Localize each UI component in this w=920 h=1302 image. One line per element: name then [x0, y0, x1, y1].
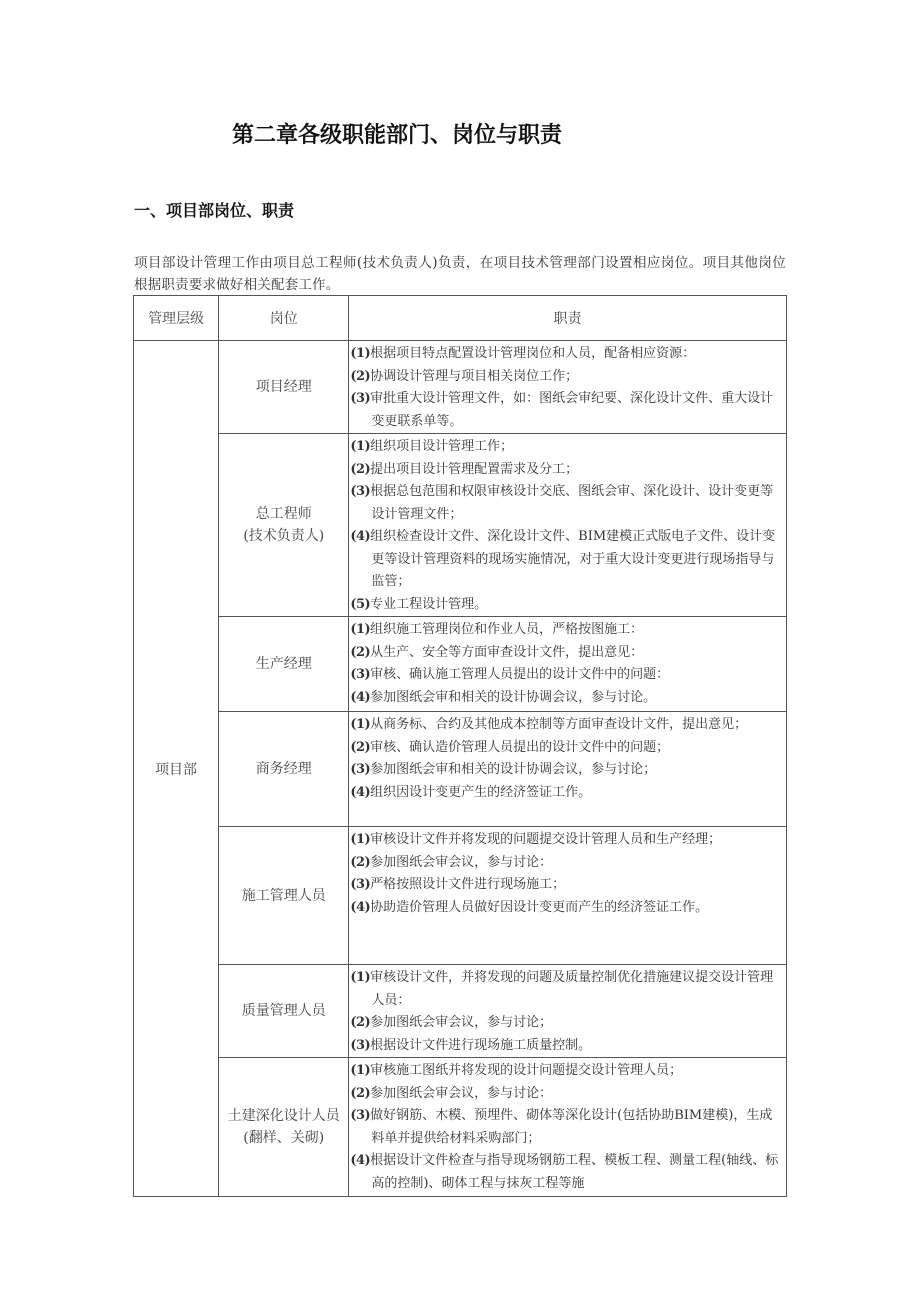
duty-item: (3)审批重大设计管理文件，如：图纸会审纪要、深化设计文件、重大设计变更联系单等。	[350, 391, 774, 429]
duty-item: (4)组织检查设计文件、深化设计文件、BIM建模正式版电子文件、设计变更等设计管理资料的现场实施情况，对于重大设计变更进行现场指导与监管；	[350, 529, 776, 589]
post-cell	[219, 712, 349, 827]
post-name: (技术负责人)	[243, 528, 325, 544]
duty-item: (1)审核施工图纸并将发现的设计问题提交设计管理人员；	[350, 1063, 683, 1078]
post-cell	[219, 965, 349, 1058]
post-cell	[219, 434, 349, 617]
duties-cell	[349, 1058, 787, 1197]
duty-item: (1)审核设计文件，并将发现的问题及质量控制优化措施建议提交设计管理人员：	[350, 970, 774, 1008]
post-cell	[219, 827, 349, 965]
table-row	[134, 827, 787, 965]
duty-item: (3)参加图纸会审和相关的设计协调会议，参与讨论；	[350, 762, 657, 777]
chapter-title: 第二章各级职能部门、岗位与职责	[232, 123, 563, 148]
header-level: 管理层级	[134, 296, 219, 341]
duty-item: (2)参加图纸会审会议，参与讨论：	[350, 854, 553, 870]
duty-item: (2)提出项目设计管理配置需求及分工；	[350, 461, 579, 477]
post-name: 土建深化设计人员	[227, 1108, 340, 1124]
duty-item: (1)根据项目特点配置设计管理岗位和人员，配备相应资源：	[350, 346, 696, 361]
duty-item: (3)严格按照设计文件进行现场施工；	[350, 877, 566, 892]
table-header-row	[134, 296, 787, 341]
post-name: 总工程师	[255, 506, 312, 522]
post-name: 生产经理	[255, 656, 312, 672]
duty-item: (1)审核设计文件并将发现的问题提交设计管理人员和生产经理；	[350, 832, 722, 847]
header-post: 岗位	[219, 296, 349, 341]
post-name: 施工管理人员	[241, 887, 326, 904]
duties-cell	[349, 827, 787, 965]
intro-paragraph: 项目部设计管理工作由项目总工程师(技术负责人)负责，在项目技术管理部门设置相应岗位。项目其他岗位根据职责要求做好相关配套工作。	[134, 255, 786, 293]
table-row	[134, 1058, 787, 1197]
duty-item: (3)根据设计文件进行现场施工质量控制。	[350, 1037, 592, 1053]
table-row	[134, 617, 787, 712]
duties-cell	[349, 341, 787, 434]
post-name: 质量管理人员	[241, 1003, 326, 1019]
post-name: 商务经理	[255, 761, 312, 777]
duty-item: (4)组织因设计变更产生的经济签证工作。	[350, 784, 592, 800]
duty-item: (3)审核、确认施工管理人员提出的设计文件中的问题：	[350, 667, 670, 682]
duty-item: (4)参加图纸会审和相关的设计协调会议，参与讨论。	[350, 689, 657, 705]
table-row	[134, 712, 787, 827]
post-cell	[219, 1058, 349, 1197]
duties-cell	[349, 617, 787, 712]
table-row	[134, 965, 787, 1058]
post-cell	[219, 617, 349, 712]
duties-table	[133, 295, 787, 1197]
duty-item: (3)做好钢筋、木模、预埋件、砌体等深化设计(包括协助BIM建模)，生成料单并提供给材料采购部门；	[350, 1108, 773, 1146]
post-name: (翻样、关砌)	[243, 1130, 325, 1146]
duty-item: (1)组织项目设计管理工作；	[350, 439, 514, 454]
duty-item: (4)根据设计文件检查与指导现场钢筋工程、模板工程、测量工程(轴线、标高的控制)、砌体工程与抹灰工程等施	[350, 1153, 779, 1191]
duty-item: (5)专业工程设计管理。	[350, 596, 488, 612]
duty-item: (2)协调设计管理与项目相关岗位工作；	[350, 368, 579, 384]
duty-item: (2)参加图纸会审会议，参与讨论：	[350, 1085, 553, 1101]
header-duties: 职责	[349, 296, 787, 341]
duty-item: (2)审核、确认造价管理人员提出的设计文件中的问题；	[350, 739, 670, 755]
duty-item: (2)参加图纸会审会议，参与讨论；	[350, 1015, 553, 1030]
duties-cell	[349, 712, 787, 827]
duties-cell	[349, 434, 787, 617]
post-cell	[219, 341, 349, 434]
section-title: 一、项目部岗位、职责	[134, 201, 295, 220]
table-row	[134, 341, 787, 434]
duty-item: (2)从生产、安全等方面审查设计文件，提出意见：	[350, 644, 644, 660]
duties-cell	[349, 965, 787, 1058]
level-cell: 项目部	[134, 341, 219, 1197]
duty-item: (4)协助造价管理人员做好因设计变更而产生的经济签证工作。	[350, 899, 709, 915]
duty-item: (1)组织施工管理岗位和作业人员，严格按图施工：	[350, 622, 644, 637]
duty-item: (3)根据总包范围和权限审核设计交底、图纸会审、深化设计、设计变更等设计管理文件；	[350, 484, 774, 522]
duty-item: (1)从商务标、合约及其他成本控制等方面审查设计文件，提出意见；	[350, 717, 748, 732]
table-row	[134, 434, 787, 617]
post-name: 项目经理	[255, 379, 312, 395]
